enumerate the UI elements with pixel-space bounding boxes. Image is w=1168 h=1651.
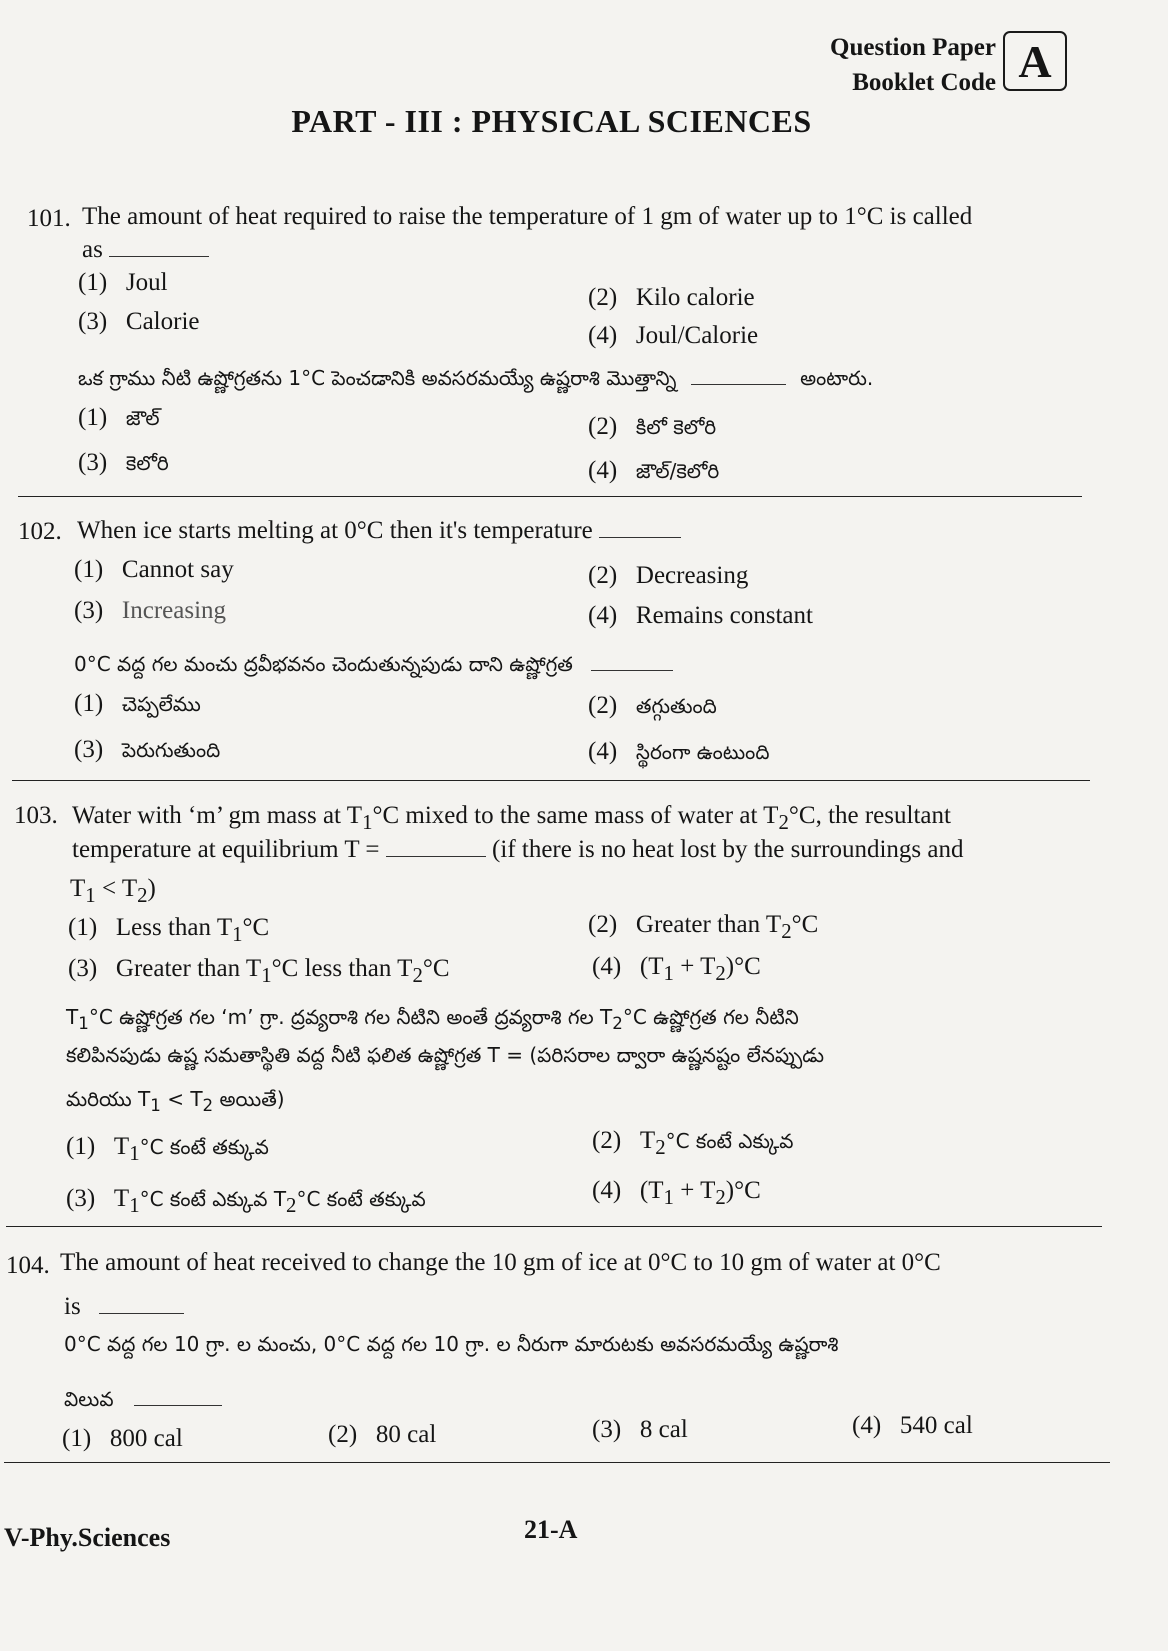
- q104-blank: [99, 1291, 184, 1314]
- q103-te-option-4: [592, 1177, 761, 1210]
- q102-te-option-4-text: స్థిరంగా ఉంటుంది: [635, 740, 770, 764]
- q104-telugu-text-cont: [64, 1383, 222, 1416]
- q103-line2-b: (if there is no heat lost by the surroundings and: [492, 836, 964, 863]
- q102-option-2: [588, 562, 748, 590]
- q104-number: 104.: [6, 1252, 50, 1279]
- q103-option-4-sub2: 2: [715, 961, 726, 985]
- q103-line1-sub1: 1: [362, 810, 373, 834]
- q102-te-option-1-num: (1): [74, 690, 104, 717]
- q103-line3-a: T: [70, 875, 86, 902]
- q103-line3-sub1: 1: [85, 883, 96, 907]
- q101-option-3-num: (3): [78, 308, 108, 335]
- q102-option-1: [74, 556, 234, 584]
- footer-page-number: 21-A: [524, 1515, 578, 1544]
- q101-te-option-2: [588, 413, 716, 444]
- q103-line1-b: °C mixed to the same mass of water at T: [372, 802, 779, 829]
- q101-option-3-text: Calorie: [125, 308, 200, 335]
- q101-blank: [109, 234, 209, 257]
- q103-option-3-sub2: 2: [412, 963, 423, 987]
- q102-number: 102.: [18, 518, 62, 545]
- q102-option-4: [588, 602, 813, 630]
- q103-te-option-2-b: °C కంటే ఎక్కువ: [665, 1129, 794, 1153]
- q101-telugu-end: అంటారు.: [800, 366, 874, 390]
- q103-line1-c: °C, the resultant: [788, 802, 951, 829]
- q101-option-1: [78, 269, 168, 297]
- q101-text-cont-word: as: [82, 236, 103, 263]
- q101-number: 101.: [27, 205, 71, 232]
- q103-option-4-c: )°C: [725, 953, 761, 980]
- q102-te-option-1: [74, 690, 201, 721]
- booklet-code-label-line1: Question Paper: [830, 34, 996, 61]
- q103-te-option-4-num: (4): [592, 1177, 622, 1204]
- q103-option-4-num: (4): [592, 953, 622, 980]
- q101-telugu-question: ఒక గ్రాము నీటి ఉష్ణోగ్రతను 1°C పెంచడానికి అవసరమయ్యే ఉష్ణరాశి మొత్తాన్ని: [78, 366, 677, 390]
- q102-blank: [599, 515, 681, 538]
- q104-telugu-cont-word: విలువ: [64, 1387, 114, 1411]
- q102-option-1-num: (1): [74, 556, 104, 583]
- q101-te-option-1: [78, 404, 160, 435]
- q103-line3-b: < T: [95, 875, 138, 902]
- q102-te-option-2-text: తగ్గుతుంది: [635, 694, 717, 718]
- q103-te-line3-a: మరియు T: [66, 1087, 151, 1111]
- q103-telugu-line2: కలిపినపుడు ఉష్ణ సమతాస్థితి వద్ద నీటి ఫలిత ఉష్ణోగ్రత T = (పరిసరాల ద్వారా ఉష్ణనష్టం లేనప్పుడు: [66, 1043, 824, 1067]
- q103-blank: [386, 834, 486, 857]
- q103-option-4: [592, 953, 761, 986]
- q103-line3: [70, 872, 156, 912]
- q102-te-option-3: [74, 736, 220, 767]
- q102-option-4-num: (4): [588, 602, 618, 629]
- q103-number: 103.: [14, 802, 58, 829]
- q103-option-1-sub: 1: [232, 922, 243, 946]
- booklet-code-label: [756, 30, 996, 100]
- q104-option-2: [328, 1421, 436, 1449]
- divider-101: [18, 496, 1082, 497]
- q103-option-4-sub1: 1: [663, 961, 674, 985]
- q103-option-4-a: (T: [639, 953, 664, 980]
- q102-option-2-num: (2): [588, 562, 618, 589]
- q104-option-4: [852, 1412, 973, 1440]
- q103-telugu-line1: [66, 1005, 799, 1034]
- q103-te-line3-sub1: 1: [150, 1096, 161, 1115]
- q104-text-cont: [64, 1290, 184, 1323]
- q101-te-option-3-text: కెలోరి: [125, 451, 169, 475]
- q102-option-4-text: Remains constant: [635, 602, 813, 629]
- q102-option-1-text: Cannot say: [121, 556, 234, 583]
- q104-option-4-text: 540 cal: [899, 1412, 973, 1439]
- q101-te-option-4-text: జౌల్/కెలోరి: [635, 459, 720, 483]
- q103-line1-sub2: 2: [778, 810, 789, 834]
- q102-te-option-2: [588, 692, 717, 723]
- q103-telugu-line3: [66, 1087, 285, 1116]
- q103-option-2-a: Greater than T: [635, 911, 782, 938]
- q101-te-option-3-num: (3): [78, 449, 108, 476]
- q103-option-2-sub: 2: [781, 919, 792, 943]
- q104-option-2-num: (2): [328, 1421, 358, 1448]
- q101-te-option-2-text: కిలో కెలోరి: [635, 415, 717, 439]
- q101-option-1-text: Joul: [125, 269, 168, 296]
- q104-text-cont-word: is: [64, 1293, 81, 1320]
- q103-option-4-b: + T: [673, 953, 716, 980]
- q101-te-option-1-num: (1): [78, 404, 108, 431]
- q103-te-option-3-sub1: 1: [129, 1193, 140, 1217]
- q103-te-option-2: [592, 1127, 793, 1160]
- q103-te-line3-sub2: 2: [202, 1096, 214, 1115]
- q103-te-line3-b: < T: [160, 1087, 203, 1111]
- q101-telugu-blank: [691, 362, 786, 385]
- q101-option-4-text: Joul/Calorie: [635, 322, 759, 349]
- q101-te-option-4-num: (4): [588, 457, 618, 484]
- q103-line2: [72, 833, 963, 866]
- q102-te-option-3-num: (3): [74, 736, 104, 763]
- q103-option-2-num: (2): [588, 911, 618, 938]
- q102-te-option-1-text: చెప్పలేము: [121, 692, 201, 716]
- q101-te-option-1-text: జౌల్: [125, 406, 160, 430]
- q102-te-option-4-num: (4): [588, 738, 618, 765]
- q103-te-option-4-b: + T: [673, 1177, 716, 1204]
- q103-option-1: [68, 914, 269, 947]
- q103-te-line1-c: °C ఉష్ణోగ్రత గల నీటిని: [622, 1005, 799, 1029]
- q103-te-option-4-sub2: 2: [715, 1185, 726, 1209]
- q103-option-1-b: °C: [242, 914, 270, 941]
- q104-telugu-text: 0°C వద్ద గల 10 గ్రా. ల మంచు, 0°C వద్ద గల 10 గ్రా. ల నీరుగా మారుటకు అవసరమయ్యే ఉష్ణరాశి: [64, 1332, 839, 1356]
- q103-te-option-1: [66, 1133, 269, 1166]
- q103-te-option-3-sub2: 2: [286, 1193, 297, 1217]
- q101-option-2: [588, 284, 755, 312]
- q103-te-line1-sub1: 1: [78, 1014, 89, 1033]
- footer-subject: V-Phy.Sciences: [4, 1523, 171, 1552]
- q103-line3-sub2: 2: [137, 883, 148, 907]
- q103-line1-a: Water with ‘m’ gm mass at T: [72, 802, 363, 829]
- q104-option-3-num: (3): [592, 1416, 622, 1443]
- q102-te-option-3-text: పెరుగుతుంది: [121, 738, 221, 762]
- q103-te-option-2-num: (2): [592, 1127, 622, 1154]
- q102-option-2-text: Decreasing: [635, 562, 749, 589]
- q102-telugu-question: 0°C వద్ద గల మంచు ద్రవీభవనం చెందుతున్నపుడు దాని ఉష్ణోగ్రత: [74, 652, 573, 676]
- q102-te-option-4: [588, 738, 769, 769]
- q103-te-option-3-b: °C కంటే ఎక్కువ T: [139, 1187, 287, 1211]
- q103-te-line1-a: T: [66, 1005, 79, 1029]
- q103-te-option-4-a: (T: [639, 1177, 664, 1204]
- q103-option-3: [68, 955, 450, 988]
- q103-te-option-3: [66, 1185, 426, 1218]
- q103-option-3-b: °C less than T: [271, 955, 413, 982]
- part-title: PART - III : PHYSICAL SCIENCES: [291, 103, 812, 139]
- q101-te-option-3: [78, 449, 169, 480]
- q103-te-option-3-a: T: [113, 1185, 130, 1212]
- q103-line3-c: ): [147, 875, 156, 902]
- q103-te-option-1-sub: 1: [129, 1141, 140, 1165]
- q104-option-1-num: (1): [62, 1425, 92, 1452]
- q103-option-1-num: (1): [68, 914, 98, 941]
- booklet-code-box: A: [1003, 31, 1067, 91]
- q104-option-3: [592, 1416, 688, 1444]
- q102-te-option-2-num: (2): [588, 692, 618, 719]
- q103-te-option-4-c: )°C: [725, 1177, 761, 1204]
- divider-104: [4, 1462, 1110, 1463]
- q103-te-option-3-c: °C కంటే తక్కువ: [296, 1187, 426, 1211]
- q101-te-option-2-num: (2): [588, 413, 618, 440]
- q103-option-3-a: Greater than T: [115, 955, 262, 982]
- q101-option-2-num: (2): [588, 284, 618, 311]
- q104-option-1: [62, 1425, 183, 1453]
- q103-option-2: [588, 911, 818, 944]
- q101-option-1-num: (1): [78, 269, 108, 296]
- q104-option-4-num: (4): [852, 1412, 882, 1439]
- q103-te-option-1-a: T: [113, 1133, 130, 1160]
- q103-option-2-b: °C: [791, 911, 819, 938]
- q102-telugu-text: [74, 648, 673, 681]
- q103-te-option-2-a: T: [639, 1127, 656, 1154]
- q101-telugu-text: [78, 362, 873, 395]
- q102-telugu-blank: [591, 648, 673, 671]
- divider-102: [12, 780, 1090, 781]
- q104-text: The amount of heat received to change the 10 gm of ice at 0°C to 10 gm of water at 0°C: [60, 1249, 941, 1276]
- q104-option-2-text: 80 cal: [375, 1421, 437, 1448]
- q104-telugu-blank: [134, 1383, 222, 1406]
- q101-text: The amount of heat required to raise the temperature of 1 gm of water up to 1°C is called: [82, 203, 973, 230]
- q101-option-4: [588, 322, 758, 350]
- q103-option-3-sub1: 1: [261, 963, 272, 987]
- q102-option-3: [74, 597, 226, 625]
- q103-te-option-2-sub: 2: [655, 1135, 666, 1159]
- q101-te-option-4: [588, 457, 719, 488]
- q102-text: [77, 514, 681, 547]
- q103-te-option-1-num: (1): [66, 1133, 96, 1160]
- booklet-code-label-line2: Booklet Code: [852, 69, 996, 96]
- divider-103: [6, 1226, 1102, 1227]
- q103-option-3-c: °C: [422, 955, 450, 982]
- q101-option-2-text: Kilo calorie: [635, 284, 755, 311]
- q103-te-line3-c: అయితే): [213, 1087, 285, 1111]
- q103-te-option-3-num: (3): [66, 1185, 96, 1212]
- q103-te-line1-sub2: 2: [612, 1014, 623, 1033]
- q101-option-3: [78, 308, 200, 336]
- q102-text-main: When ice starts melting at 0°C then it's temperature: [77, 517, 593, 544]
- q102-option-3-num: (3): [74, 597, 104, 624]
- q103-option-3-num: (3): [68, 955, 98, 982]
- q103-line2-a: temperature at equilibrium T =: [72, 836, 380, 863]
- q103-option-1-a: Less than T: [115, 914, 233, 941]
- q104-option-1-text: 800 cal: [109, 1425, 183, 1452]
- q101-text-cont: [82, 233, 209, 266]
- q104-option-3-text: 8 cal: [639, 1416, 688, 1443]
- q103-te-option-1-b: °C కంటే తక్కువ: [139, 1135, 269, 1159]
- q102-option-3-text: Increasing: [121, 597, 227, 624]
- q103-te-line1-b: °C ఉష్ణోగ్రత గల ‘m’ గ్రా. ద్రవ్యరాశి గల నీటిని అంతే ద్రవ్యరాశి గల T: [88, 1005, 613, 1029]
- q103-te-option-4-sub1: 1: [663, 1185, 674, 1209]
- q101-option-4-num: (4): [588, 322, 618, 349]
